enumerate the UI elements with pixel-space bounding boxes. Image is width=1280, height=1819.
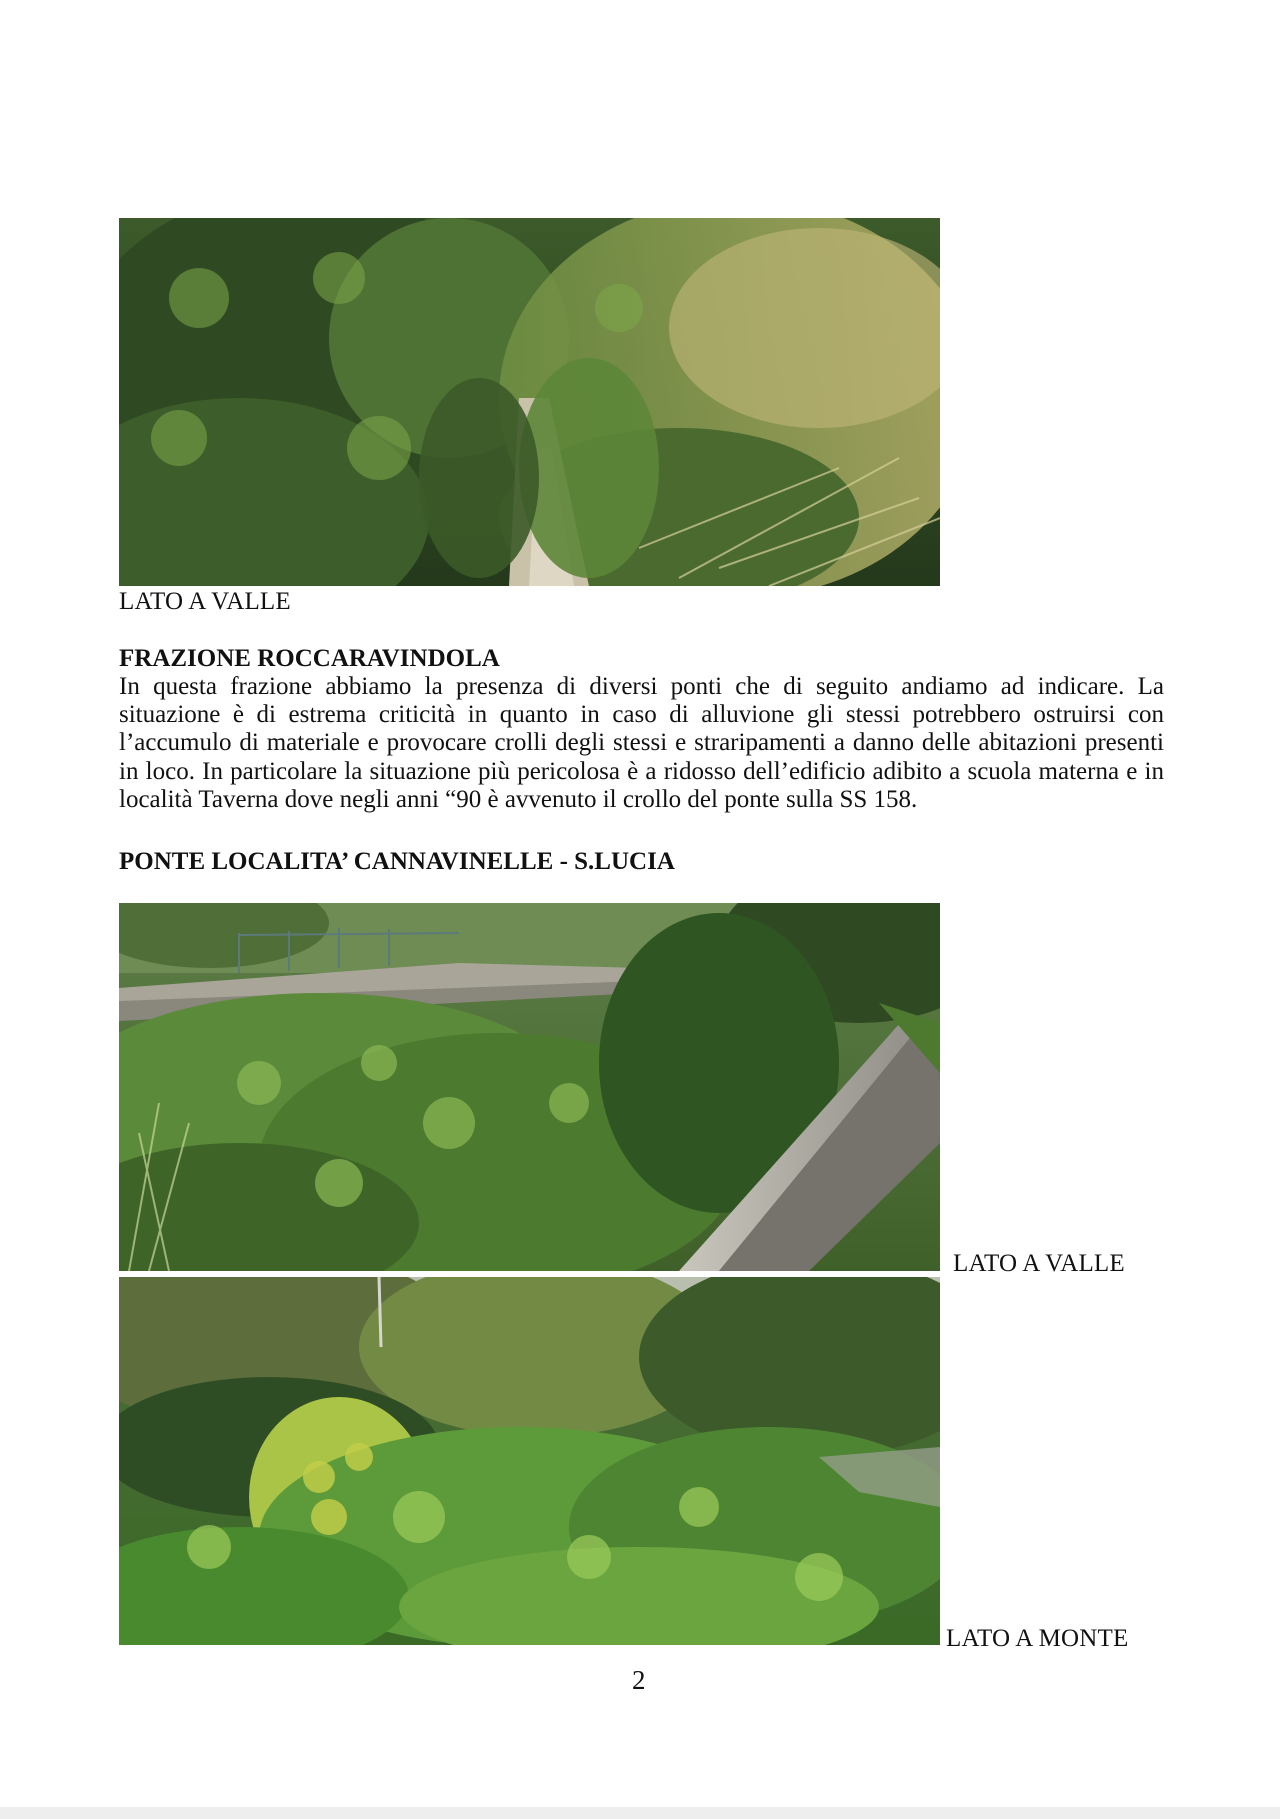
section-heading-cannavinelle: PONTE LOCALITA’ CANNAVINELLE - S.LUCIA: [119, 848, 675, 875]
section-heading-roccaravindola: FRAZIONE ROCCARAVINDOLA: [119, 645, 500, 672]
page-number: 2: [632, 1665, 646, 1695]
photo-caption-downstream-bridge: LATO A VALLE: [953, 1250, 1125, 1277]
photo-channel-stone-wall: [119, 903, 940, 1271]
photo-caption-upstream: LATO A MONTE: [946, 1625, 1129, 1652]
photo-caption-downstream: LATO A VALLE: [119, 588, 291, 615]
photo-overgrown-channel: [119, 218, 940, 586]
photo-channel-upstream: [119, 1277, 940, 1645]
scan-edge: [0, 1807, 1280, 1819]
section-paragraph-roccaravindola: In questa frazione abbiamo la presenza di diversi ponti che di seguito andiamo ad indicare. La situazione è di estrema criticità in quanto in caso di alluvione gli stessi potrebbero ostruirsi con l’accumulo di materiale e provocare crolli degli stessi e straripamenti a danno delle abitazioni presenti in loco. In particolare la situazione più pericolosa è a ridosso dell’edificio adibito a scuola materna e in località Taverna dove negli anni “90 è avvenuto il crollo del ponte sulla SS 158.: [119, 673, 1164, 813]
